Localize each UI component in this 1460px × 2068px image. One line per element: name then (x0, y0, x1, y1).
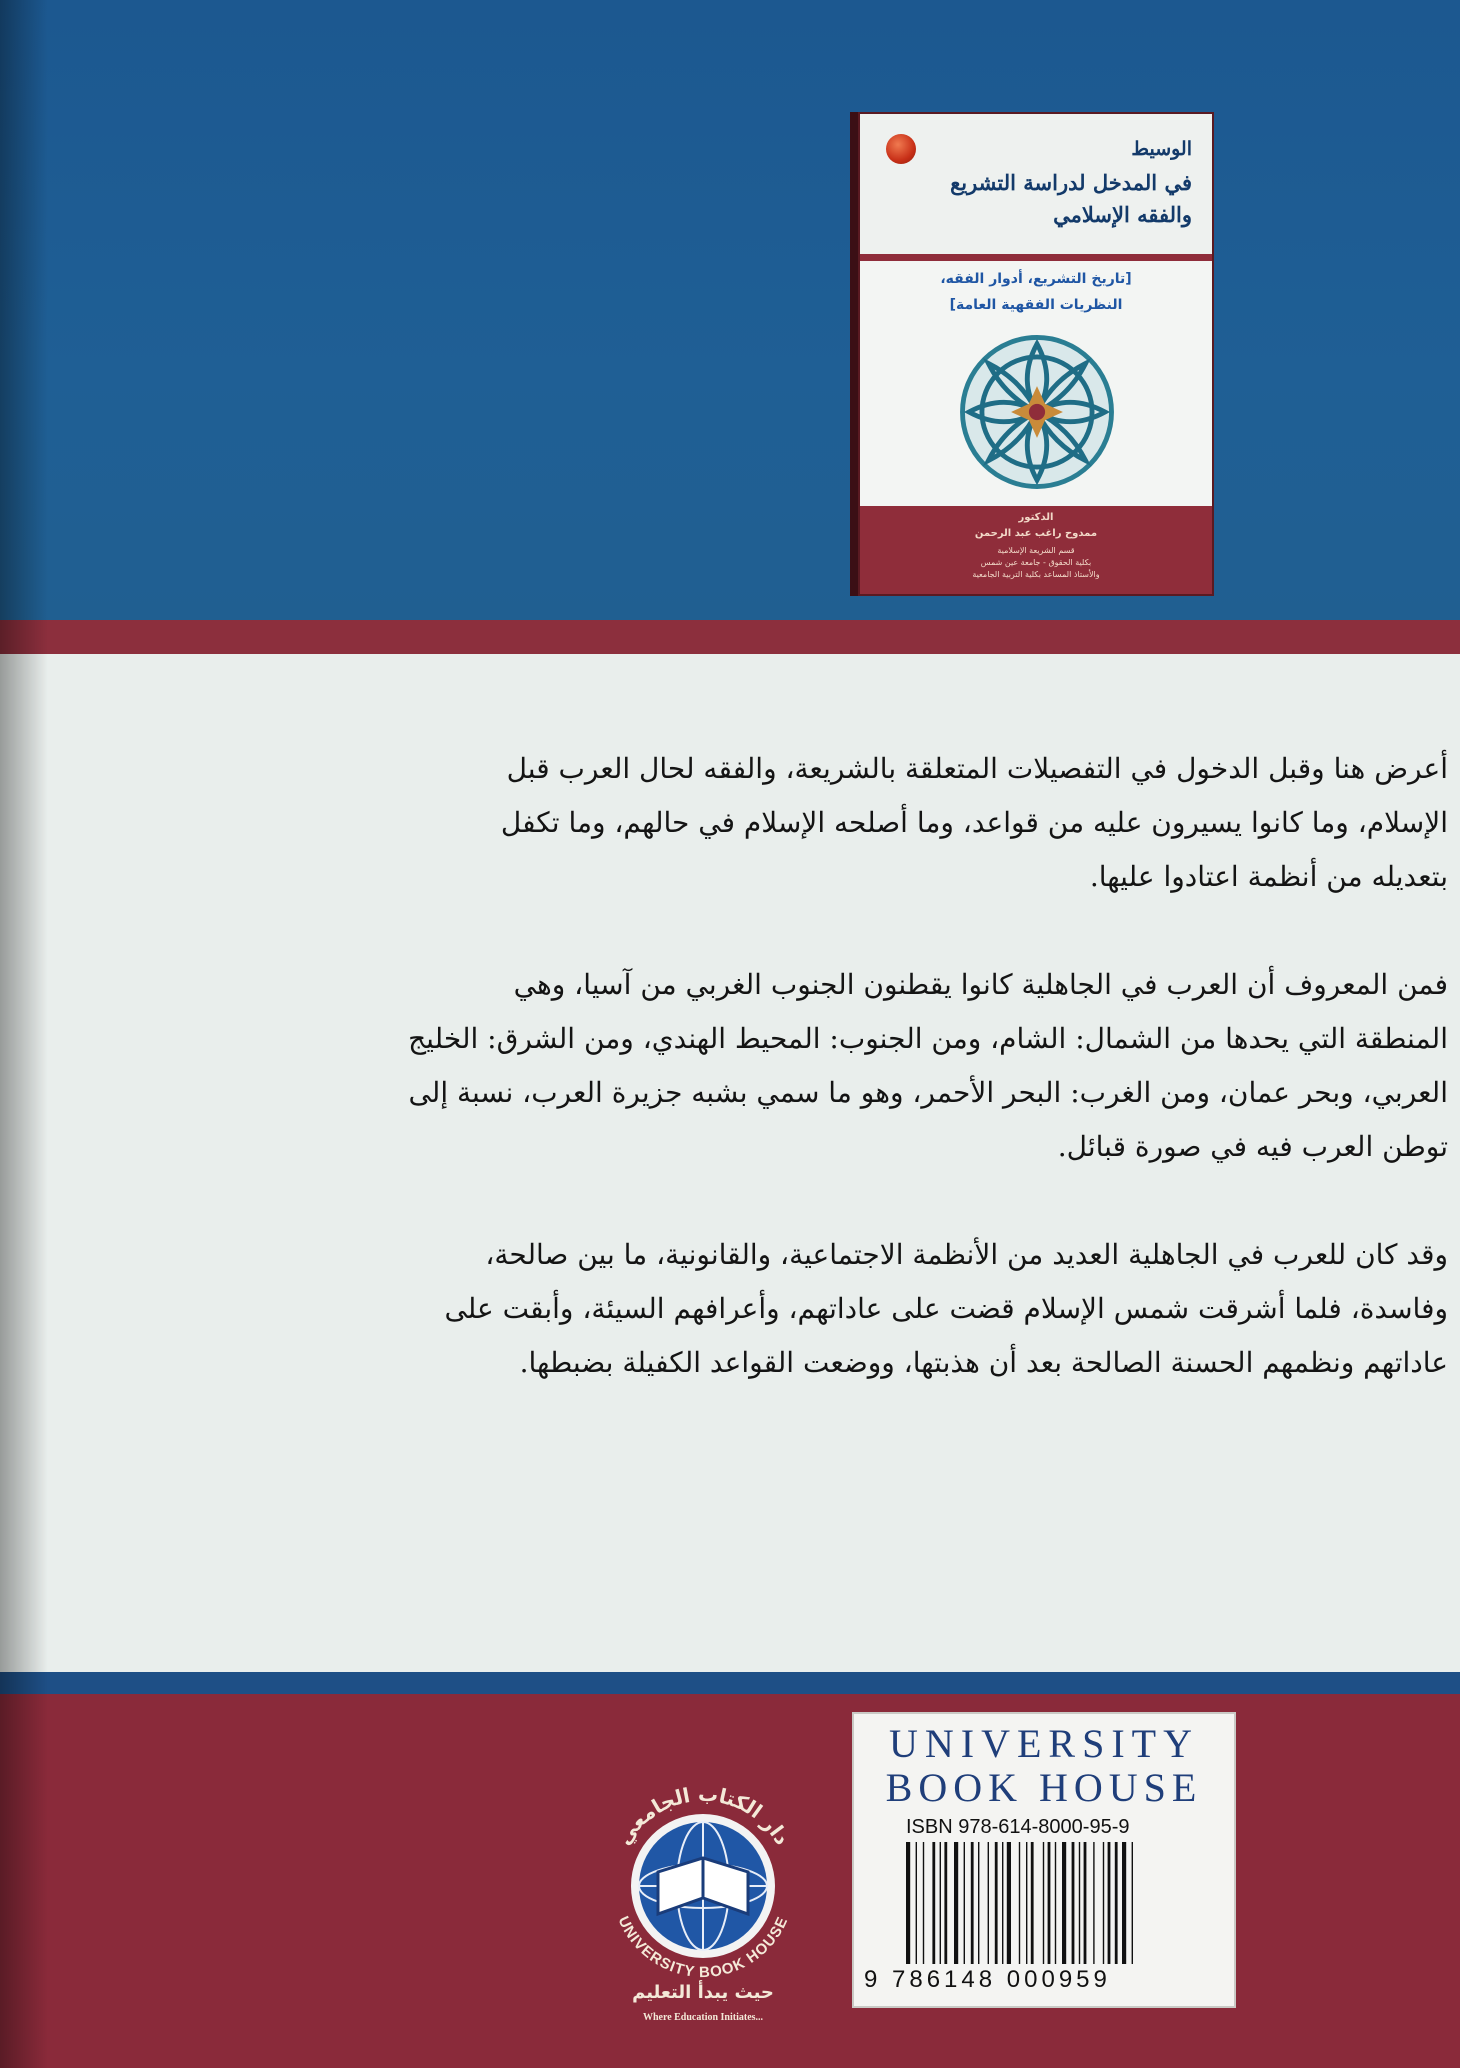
paragraph-line: توطن العرب فيه في صورة قبائل. (1057, 1130, 1448, 1163)
logo-arabic-name: دار الكتاب الجامعي (611, 1781, 795, 1850)
apple-icon (886, 134, 916, 164)
islamic-ornament-icon (956, 331, 1118, 493)
bottom-blue-band (0, 1672, 1460, 1694)
thumbnail-author-name: ممدوح راغب عبد الرحمن (974, 528, 1098, 539)
top-red-band (0, 620, 1460, 654)
publisher-logo (578, 1736, 828, 2026)
thumbnail-author-detail3: والأستاذ المساعد بكلية التربية الجامعية (972, 570, 1100, 579)
barcode (904, 1842, 1204, 1964)
logo-tagline-arabic: حيث يبدأ التعليم (632, 1982, 774, 2003)
thumbnail-title-line3: والفقه الإسلامي (1053, 202, 1192, 227)
publisher-name-line1: UNIVERSITY (889, 1721, 1199, 1766)
thumbnail-subtitle-line1: [تاريخ التشريع، أدوار الفقه، (940, 271, 1132, 287)
thumbnail-subtitle-line2: النظريات الفقهية العامة] (949, 297, 1123, 313)
isbn-number: ISBN 978-614-8000-95-9 (906, 1816, 1130, 1838)
top-blue-panel (0, 0, 1460, 620)
paragraph-line: وفاسدة، فلما أشرقت شمس الإسلام قضت على عاداتهم، وأعرافهم السيئة، وأبقت على (444, 1292, 1448, 1325)
spine-shadow (0, 0, 48, 2068)
thumbnail-author-area (860, 506, 1212, 594)
barcode-digits: 9 786148 000959 (864, 1966, 1111, 1993)
paragraph-line: وقد كان للعرب في الجاهلية العديد من الأنظمة الاجتماعية، والقانونية، ما بين صالحة، (485, 1238, 1448, 1271)
paragraph-line: الإسلام، وما كانوا يسيرون عليه من قواعد، وما أصلحه الإسلام في حالهم، وما تكفل (500, 806, 1448, 839)
thumbnail-title-area (860, 114, 1212, 254)
paragraph-line: عاداتهم ونظمهم الحسنة الصالحة بعد أن هذبتها، ووضعت القواعد الكفيلة بضبطها. (519, 1346, 1448, 1379)
logo-tagline-english: Where Education Initiates... (642, 2012, 764, 2023)
thumbnail-subtitle-area (860, 257, 1212, 506)
publisher-name-line2: BOOK HOUSE (885, 1765, 1203, 1810)
logo-english-name: UNIVERSITY BOOK HOUSE (614, 1913, 792, 1982)
paragraph-line: بتعديله من أنظمة اعتادوا عليها. (1089, 860, 1448, 893)
thumbnail-title-line2: في المدخل لدراسة التشريع (950, 170, 1192, 195)
paragraph-line: أعرض هنا وقبل الدخول في التفصيلات المتعلقة بالشريعة، والفقه لحال العرب قبل (506, 752, 1448, 785)
front-cover-thumbnail (858, 112, 1214, 596)
thumbnail-author-detail1: قسم الشريعة الإسلامية (997, 546, 1075, 555)
thumbnail-title-line1: الوسيط (1131, 138, 1192, 160)
paragraph-line: المنطقة التي يحدها من الشمال: الشام، ومن الجنوب: المحيط الهندي، ومن الشرق: الخليج (408, 1022, 1448, 1055)
thumbnail-author-detail2: بكلية الحقوق - جامعة عين شمس (980, 558, 1092, 567)
thumbnail-author-title: الدكتور (1018, 512, 1054, 523)
paragraph-line: فمن المعروف أن العرب في الجاهلية كانوا يقطنون الجنوب الغربي من آسيا، وهي (513, 968, 1448, 1001)
isbn-barcode-box (852, 1712, 1236, 2008)
paragraph-line: العربي، وبحر عمان، ومن الغرب: البحر الأحمر، وهو ما سمي بشبه جزيرة العرب، نسبة إلى (408, 1076, 1448, 1109)
